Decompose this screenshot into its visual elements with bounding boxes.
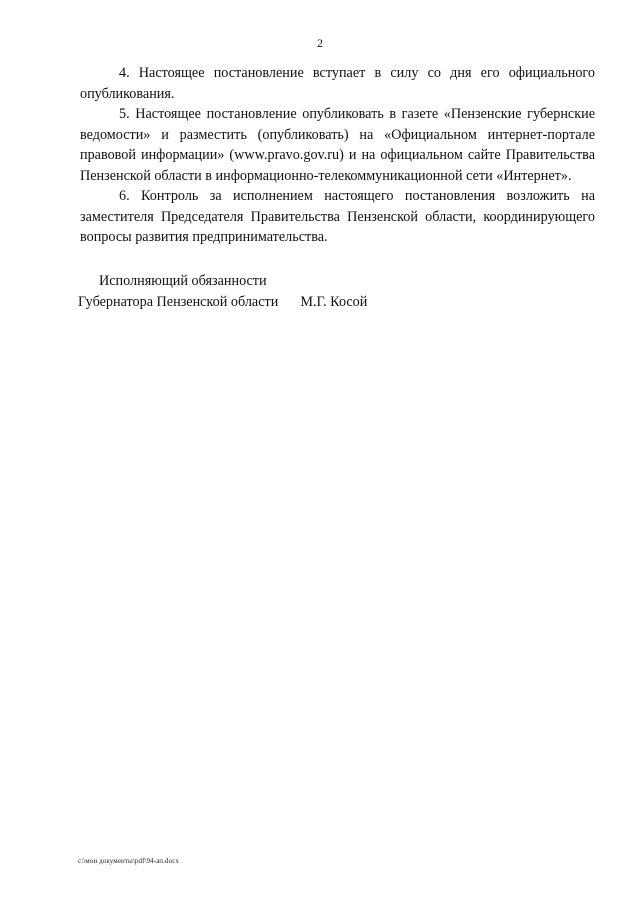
signature-title-line1: Исполняющий обязанности	[99, 273, 267, 289]
page-number: 2	[317, 36, 323, 50]
paragraph-6: 6. Контроль за исполнением настоящего постановления возложить на заместителя Председателя Правительства Пензенской области, координирующего вопросы развития предпринимательства.	[80, 188, 595, 245]
footer-file-path: c:\мои документы\pdf\94-ап.docx	[78, 857, 180, 865]
paragraph-5: 5. Настоящее постановление опубликовать в газете «Пензенские губернские ведомости» и разместить (опубликовать) на «Официальном интернет-портале правовой информации» (www.pravo.gov.ru) и на официальном сайте Правительства Пензенской области в информационно-телекоммуникационной сети «Интернет».	[80, 106, 595, 184]
document-body	[80, 63, 595, 248]
signature-block	[78, 271, 408, 312]
paragraph-4: 4. Настоящее постановление вступает в силу со дня его официального опубликования.	[80, 65, 595, 102]
signature-title-line2: Губернатора Пензенской области	[78, 293, 279, 310]
signature-title-row	[78, 292, 408, 313]
signatory-name: М.Г. Косой	[300, 293, 368, 310]
